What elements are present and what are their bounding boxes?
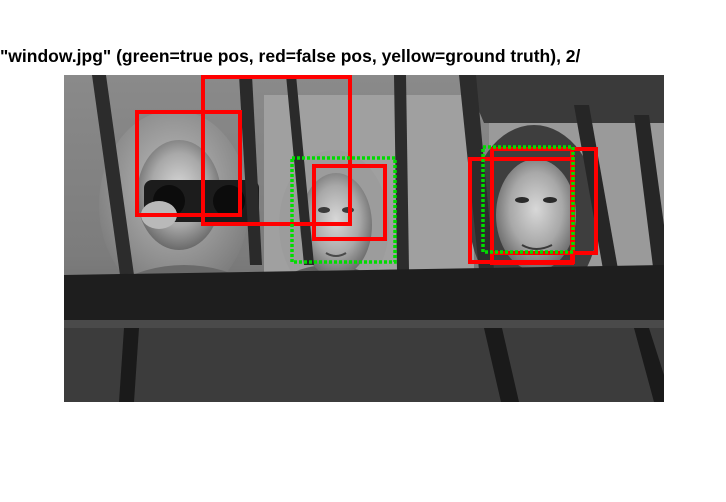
window-sill-edge <box>64 320 664 328</box>
figure-title: "window.jpg" (green=true pos, red=false pos, yellow=ground truth), 2/ <box>0 46 581 66</box>
right-person-eye-left <box>515 197 529 203</box>
detection-image <box>64 75 664 402</box>
lower-shadow <box>64 328 664 402</box>
middle-person-eye-left <box>318 207 330 213</box>
window-frame-top-right <box>464 75 664 125</box>
right-person-eye-right <box>543 197 557 203</box>
